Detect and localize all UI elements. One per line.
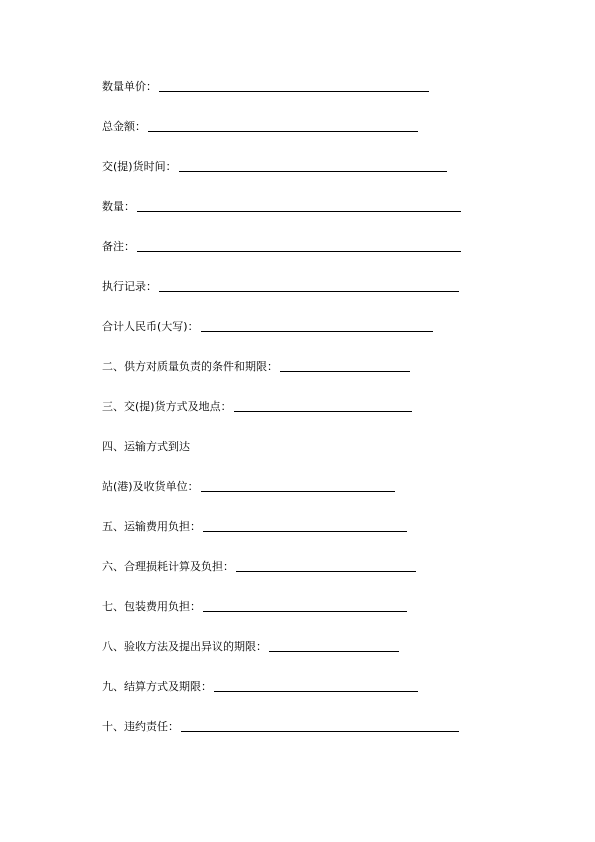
field-label: 五、运输费用负担： (102, 520, 201, 533)
field-label: 执行记录： (102, 280, 157, 293)
field-label: 七、包装费用负担： (102, 600, 201, 613)
field-packaging-cost (102, 594, 407, 614)
field-acceptance-method (102, 634, 399, 654)
field-label: 十、违约责任： (102, 720, 179, 733)
field-label: 数量： (102, 200, 135, 213)
field-label: 三、交(提)货方式及地点： (102, 400, 232, 413)
fill-in-blank[interactable] (181, 719, 459, 732)
field-transport-cost (102, 514, 407, 534)
field-label: 交(提)货时间： (102, 160, 177, 173)
fill-in-blank[interactable] (137, 239, 461, 252)
field-unit-price (102, 74, 429, 94)
fill-in-blank[interactable] (137, 199, 461, 212)
fill-in-blank[interactable] (269, 639, 399, 652)
fill-in-blank[interactable] (148, 119, 418, 132)
field-total-rmb-uppercase (102, 314, 433, 334)
field-label: 备注： (102, 240, 135, 253)
field-label: 站(港)及收货单位： (102, 480, 199, 493)
fill-in-blank[interactable] (236, 559, 416, 572)
field-execution-record (102, 274, 459, 294)
fill-in-blank[interactable] (234, 399, 412, 412)
field-breach-liability (102, 714, 459, 734)
field-station-receiving-unit (102, 474, 395, 494)
fill-in-blank[interactable] (214, 679, 418, 692)
field-quality-conditions (102, 354, 410, 374)
field-label: 总金额： (102, 120, 146, 133)
field-label: 九、结算方式及期限： (102, 680, 212, 693)
fill-in-blank[interactable] (201, 479, 395, 492)
field-total-amount (102, 114, 418, 134)
field-label: 四、运输方式到达 (102, 440, 190, 453)
field-transport-method (102, 434, 190, 454)
fill-in-blank[interactable] (203, 519, 407, 532)
field-settlement-method (102, 674, 418, 694)
fill-in-blank[interactable] (203, 599, 407, 612)
field-label: 八、验收方法及提出异议的期限： (102, 640, 267, 653)
field-remarks (102, 234, 461, 254)
field-label: 数量单价： (102, 80, 157, 93)
field-loss-calculation (102, 554, 416, 574)
fill-in-blank[interactable] (280, 359, 410, 372)
fill-in-blank[interactable] (159, 79, 429, 92)
fill-in-blank[interactable] (201, 319, 433, 332)
fill-in-blank[interactable] (159, 279, 459, 292)
field-delivery-time (102, 154, 447, 174)
field-label: 合计人民币(大写)： (102, 320, 199, 333)
field-delivery-method-place (102, 394, 412, 414)
field-label: 二、供方对质量负责的条件和期限： (102, 360, 278, 373)
field-label: 六、合理损耗计算及负担： (102, 560, 234, 573)
fill-in-blank[interactable] (179, 159, 447, 172)
field-quantity (102, 194, 461, 214)
